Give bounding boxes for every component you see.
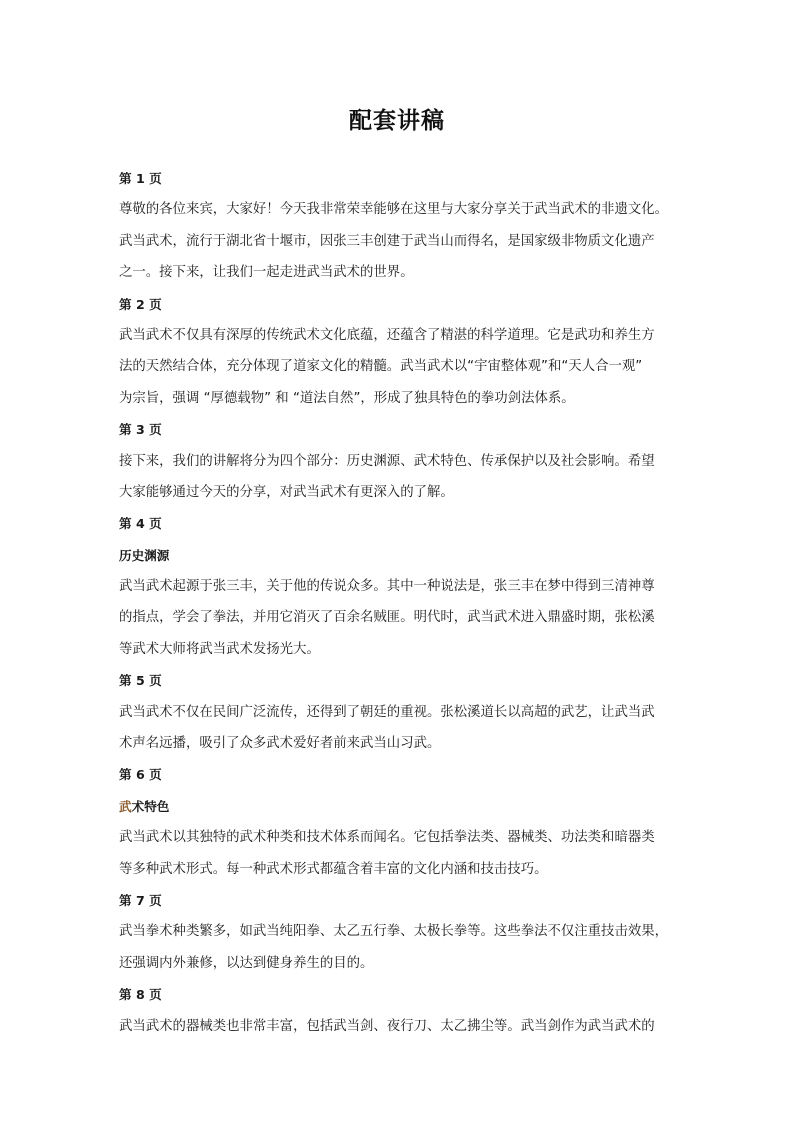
page-label: 第 4 页: [119, 516, 162, 532]
paragraph-line: 武当武术以其独特的武术种类和技术体系而闻名。它包括拳法类、器械类、功法类和暗器类: [119, 830, 655, 846]
section-page-4: [119, 508, 689, 665]
paragraph-line: 的指点，学会了拳法，并用它消灭了百余名贼匪。明代时，武当武术进入鼎盛时期，张松溪: [119, 610, 655, 626]
section-page-1: [119, 163, 689, 289]
section-page-5: [119, 665, 689, 759]
paragraph-line: 武当拳术种类繁多，如武当纯阳拳、太乙五行拳、太极长拳等。这些拳法不仅注重技击效果，: [119, 924, 669, 940]
paragraph-line: 术声名远播，吸引了众多武术爱好者前来武当山习武。: [119, 736, 441, 752]
section-page-2: [119, 289, 689, 415]
section-subtitle: 历史渊源: [119, 547, 170, 563]
section-subtitle-accent: 武: [119, 798, 132, 814]
document-body: [119, 163, 689, 1042]
page-label: 第 2 页: [119, 296, 162, 312]
page-label: 第 7 页: [119, 892, 162, 908]
paragraph-line: 接下来，我们的讲解将分为四个部分：历史渊源、武术特色、传承保护以及社会影响。希望: [119, 453, 655, 469]
section-page-7: [119, 885, 689, 979]
section-subtitle-rest: 术特色: [131, 798, 170, 814]
paragraph-line: 武当武术的器械类也非常丰富，包括武当剑、夜行刀、太乙拂尘等。武当剑作为武当武术的: [119, 1018, 655, 1034]
paragraph-line: 还强调内外兼修，以达到健身养生的目的。: [119, 955, 374, 971]
paragraph-line: 武当武术不仅具有深厚的传统武术文化底蕴，还蕴含了精湛的科学道理。它是武功和养生方: [119, 327, 655, 343]
paragraph-line: 武当武术，流行于湖北省十堰市，因张三丰创建于武当山而得名，是国家级非物质文化遗产: [119, 233, 655, 249]
page-label: 第 8 页: [119, 987, 162, 1003]
paragraph-line: 等多种武术形式。每一种武术形式都蕴含着丰富的文化内涵和技击技巧。: [119, 861, 548, 877]
page-label: 第 5 页: [119, 673, 162, 689]
paragraph-line: 法的天然结合体，充分体现了道家文化的精髓。武当武术以“宇宙整体观”和“天人合一观”: [119, 359, 643, 375]
section-subtitle: [119, 791, 689, 822]
document-title: 配套讲稿: [349, 108, 445, 134]
paragraph-line: 尊敬的各位来宾，大家好！今天我非常荣幸能够在这里与大家分享关于武当武术的非遗文化。: [119, 202, 669, 218]
paragraph-line: 大家能够通过今天的分享，对武当武术有更深入的了解。: [119, 484, 454, 500]
paragraph-line: 之一。接下来，让我们一起走进武当武术的世界。: [119, 265, 414, 281]
section-page-6: [119, 759, 689, 885]
paragraph-line: 等武术大师将武当武术发扬光大。: [119, 641, 320, 657]
paragraph-line: 武当武术不仅在民间广泛流传，还得到了朝廷的重视。张松溪道长以高超的武艺，让武当武: [119, 704, 655, 720]
paragraph-line: 武当武术起源于张三丰，关于他的传说众多。其中一种说法是，张三丰在梦中得到三清神尊: [119, 579, 655, 595]
section-page-8: [119, 979, 689, 1042]
section-page-3: [119, 414, 689, 508]
page-label: 第 6 页: [119, 767, 162, 783]
paragraph-line: 为宗旨，强调 “厚德载物” 和 “道法自然”，形成了独具特色的拳功剑法体系。: [119, 390, 575, 406]
page-label: 第 1 页: [119, 171, 162, 186]
page-label: 第 3 页: [119, 422, 162, 438]
